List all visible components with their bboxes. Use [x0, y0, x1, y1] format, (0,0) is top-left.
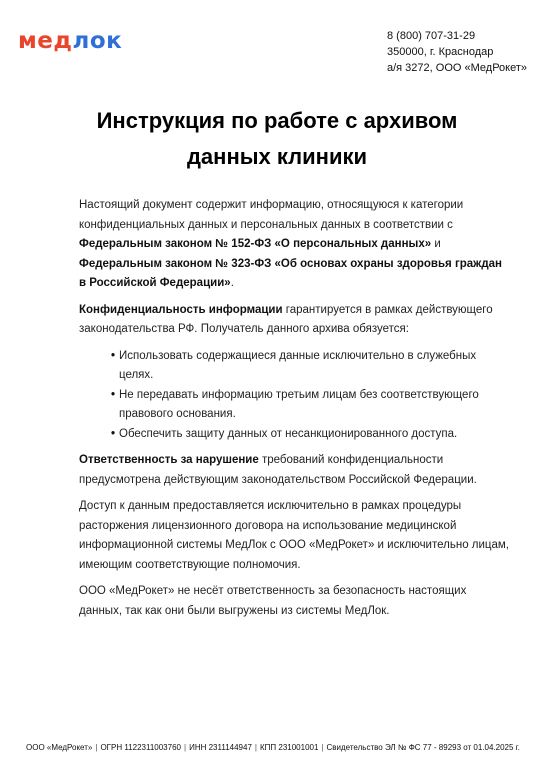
obligations-list [79, 347, 509, 445]
footer-ogrn: ОГРН 1122311003760 [100, 743, 181, 752]
liability-paragraph [79, 451, 509, 490]
confidentiality-text: гарантируется в рамках действующего законодательства РФ. Получатель данного архива обязуется: [79, 303, 493, 335]
contact-phone: 8 (800) 707-31-29 [387, 30, 476, 42]
confidentiality-heading: Конфиденциальность информации [79, 303, 283, 316]
obligation-item: • Обеспечить защиту данных от несанкционированного доступа. [111, 425, 509, 445]
footer-kpp: КПП 231001001 [259, 743, 319, 752]
header-contacts [387, 28, 527, 76]
intro-paragraph [79, 196, 509, 294]
contact-po-box: а/я 3272, ООО «МедРокет» [387, 62, 528, 74]
obligation-item: • Использовать содержащиеся данные исключительно в служебных целях. [111, 347, 509, 386]
law-323-fz: Федеральным законом № 323-ФЗ «Об основах охраны здоровья граждан в Российской Федерации» [79, 257, 502, 289]
liability-text: требований конфиденциальности предусмотрена действующим законодательством Российской Федерации. [79, 454, 477, 486]
document-body [79, 196, 509, 628]
access-paragraph: Доступ к данным предоставляется исключительно в рамках процедуры расторжения лицензионного договора на использование медицинской информационной системы МедЛок с ООО «МедРокет» и исключительно лицам, имеющим соответствующие полномочия. [79, 500, 509, 571]
logo-part-med: мед [18, 28, 73, 54]
intro-text-1: Настоящий документ содержит информацию, относящуюся к категории конфиденциальных данных и персональных данных в соответствии с [79, 199, 464, 231]
obligation-item: • Не передавать информацию третьим лицам без соответствующего правового основания. [111, 386, 509, 425]
footer-separator: | [321, 743, 324, 752]
footer-separator: | [183, 743, 187, 752]
footer-separator: | [254, 743, 257, 752]
footer-inn: ИНН 2311144947 [189, 743, 252, 752]
document-footer [26, 742, 541, 754]
document-title: Инструкция по работе с архивом данных клиники [96, 108, 458, 169]
intro-text-3: . [230, 277, 234, 289]
medlok-logo [18, 27, 122, 55]
contact-city: 350000, г. Краснодар [387, 46, 494, 58]
footer-license: Свидетельство ЭЛ № ФС 77 - 89293 от 01.04.2025 г. [326, 743, 520, 752]
footer-company: ООО «МедРокет» [26, 743, 93, 752]
disclaimer-paragraph: ООО «МедРокет» не несёт ответственность за безопасность настоящих данных, так как они были выгружены из системы МедЛок. [79, 585, 467, 617]
logo-part-lok: лок [72, 28, 123, 54]
liability-heading: Ответственность за нарушение [79, 454, 259, 466]
footer-separator: | [95, 743, 98, 752]
law-152-fz: Федеральным законом № 152-ФЗ «О персональных данных» [79, 238, 432, 250]
confidentiality-paragraph [79, 301, 509, 340]
intro-text-2: и [431, 238, 441, 250]
